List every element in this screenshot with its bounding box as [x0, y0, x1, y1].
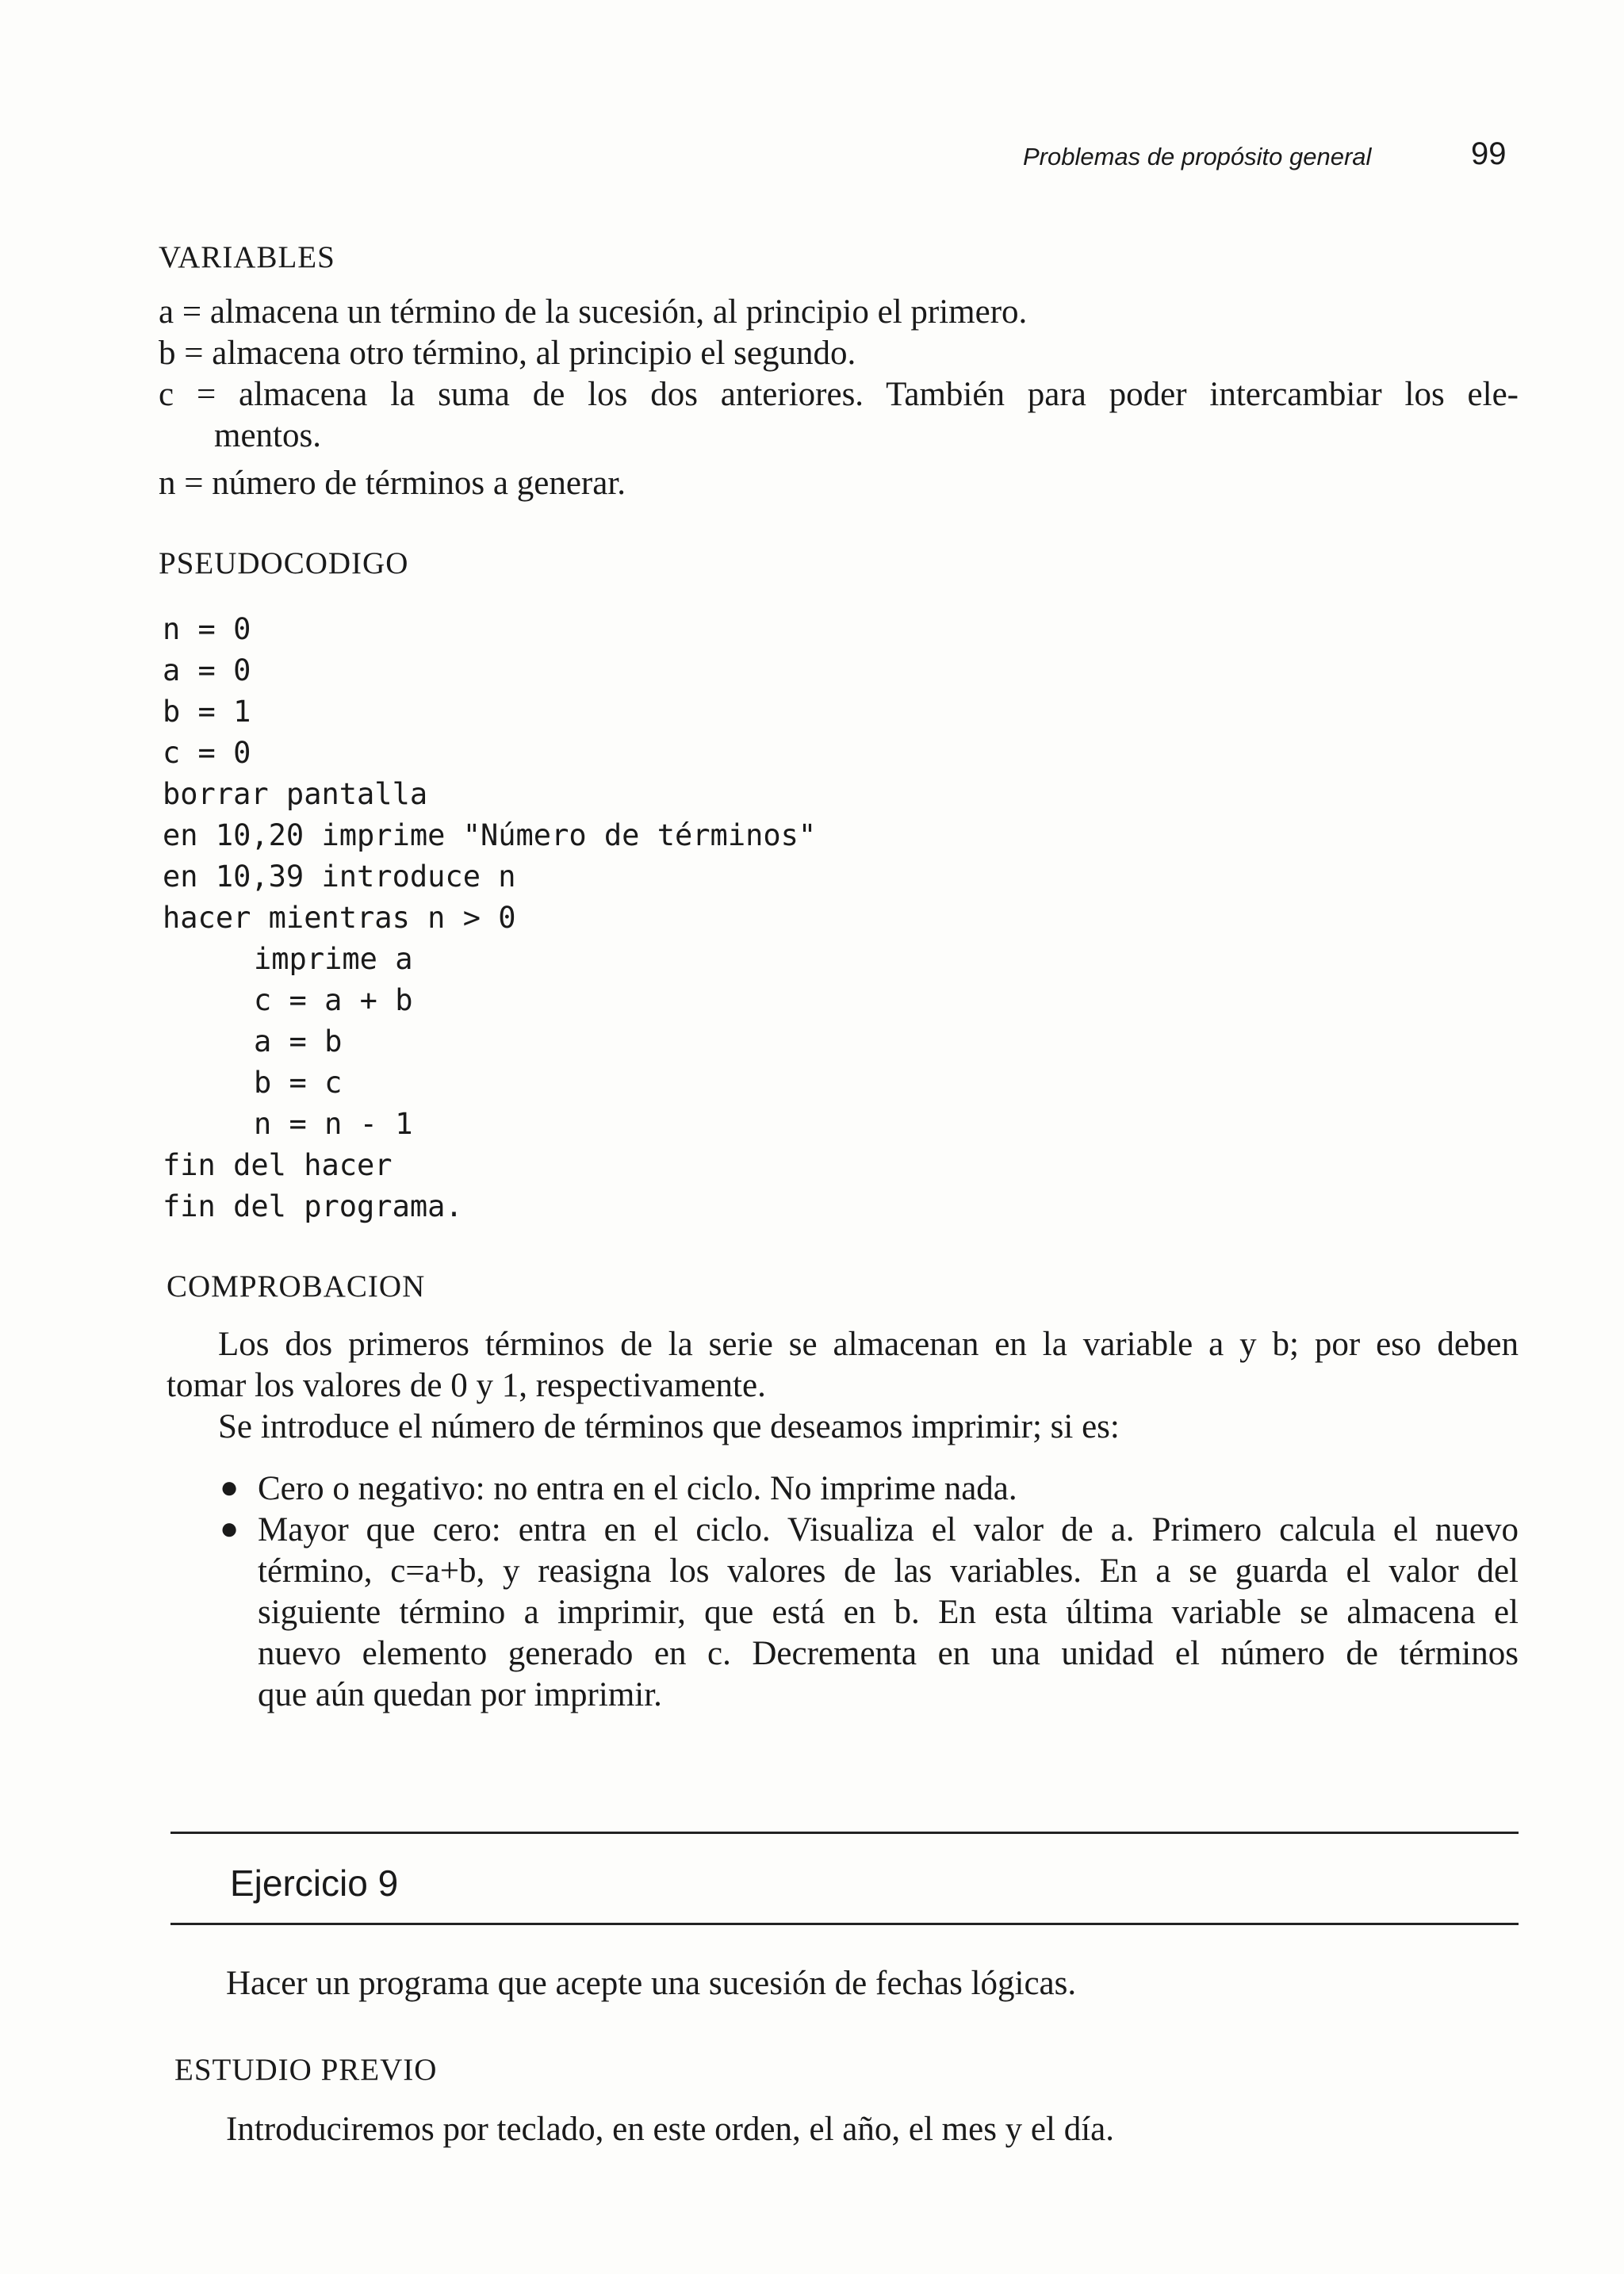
code-line: a = 0 [163, 653, 251, 687]
code-line: fin del hacer [163, 1148, 393, 1182]
code-line: b = 1 [163, 695, 251, 729]
section-heading-variables: VARIABLES [159, 240, 335, 274]
code-line: en 10,39 introduce n [163, 859, 516, 894]
code-line: borrar pantalla [163, 777, 428, 811]
code-line: c = 0 [163, 736, 251, 770]
variable-line: mentos. [214, 417, 321, 454]
section-heading-comprobacion: COMPROBACION [167, 1269, 426, 1304]
estudio-text: Introduciremos por teclado, en este orden, el año, el mes y el día. [226, 2111, 1114, 2148]
bullet-text: nuevo elemento generado en c. Decrementa en una unidad el número de términos [258, 1635, 1519, 1672]
variable-line: n = número de términos a generar. [159, 465, 626, 502]
bullet-text: término, c=a+b, y reasigna los valores de las variables. En a se guarda el valor del [258, 1552, 1519, 1590]
page-number: 99 [1471, 136, 1507, 171]
code-line: fin del programa. [163, 1189, 463, 1223]
exercise-title: Ejercicio 9 [230, 1862, 399, 1904]
paragraph-line: tomar los valores de 0 y 1, respectivamente. [167, 1367, 766, 1404]
divider-top [170, 1832, 1519, 1834]
exercise-statement: Hacer un programa que acepte una sucesión de fechas lógicas. [226, 1965, 1077, 2002]
section-heading-pseudocode: PSEUDOCODIGO [159, 546, 409, 580]
bullet-icon: ● [220, 1510, 239, 1546]
code-line: n = n - 1 [254, 1107, 413, 1141]
divider-bottom [170, 1923, 1519, 1925]
code-line: c = a + b [254, 983, 413, 1017]
section-heading-estudio-previo: ESTUDIO PREVIO [174, 2053, 438, 2087]
bullet-text: Mayor que cero: entra en el ciclo. Visualiza el valor de a. Primero calcula el nuevo [258, 1511, 1519, 1549]
bullet-text: siguiente término a imprimir, que está en b. En esta última variable se almacena el [258, 1594, 1519, 1631]
paragraph-line: Se introduce el número de términos que deseamos imprimir; si es: [218, 1408, 1120, 1445]
code-line: n = 0 [163, 612, 251, 646]
paragraph-line: Los dos primeros términos de la serie se almacenan en la variable a y b; por eso deben [218, 1326, 1519, 1363]
code-line: a = b [254, 1024, 343, 1059]
variable-line: c = almacena la suma de los dos anteriores. También para poder intercambiar los ele- [159, 376, 1519, 413]
code-line: b = c [254, 1066, 343, 1100]
variable-line: b = almacena otro término, al principio el segundo. [159, 335, 856, 372]
variable-line: a = almacena un término de la sucesión, al principio el primero. [159, 293, 1028, 331]
bullet-text: que aún quedan por imprimir. [258, 1676, 662, 1713]
bullet-icon: ● [220, 1469, 239, 1505]
running-header: Problemas de propósito general [1023, 143, 1372, 170]
code-line: hacer mientras n > 0 [163, 901, 516, 935]
code-line: imprime a [254, 942, 413, 976]
bullet-text: Cero o negativo: no entra en el ciclo. No imprime nada. [258, 1470, 1017, 1507]
code-line: en 10,20 imprime "Número de términos" [163, 818, 817, 852]
